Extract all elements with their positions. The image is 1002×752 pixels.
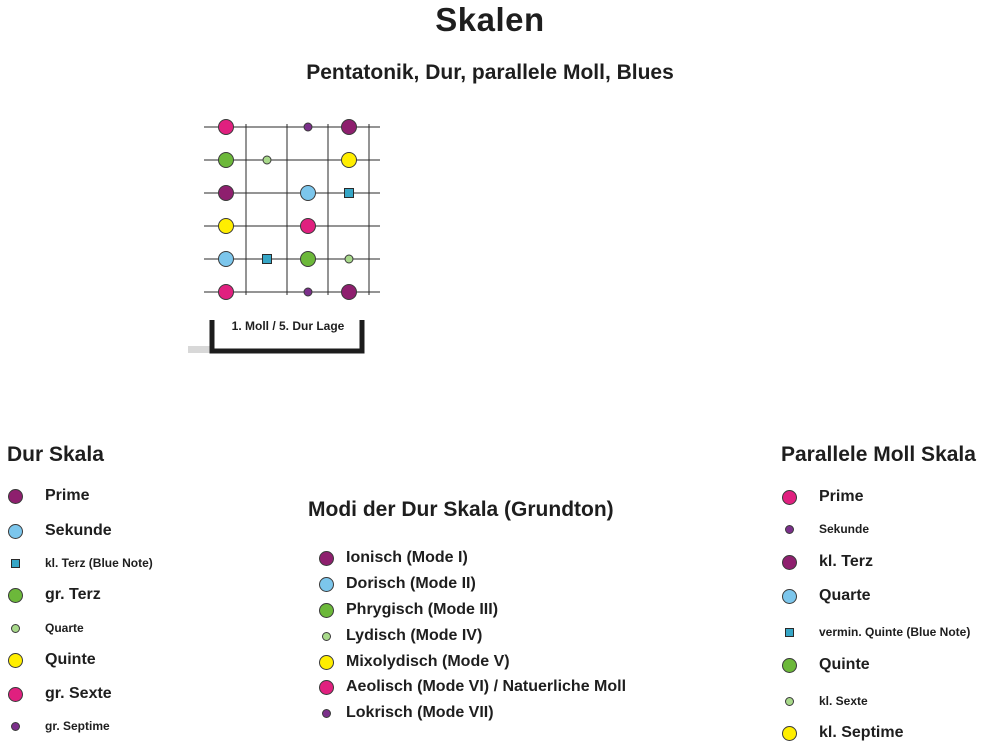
circle-marker-icon — [319, 655, 334, 670]
legend-label: Ionisch (Mode I) — [346, 549, 468, 566]
circle-marker-icon — [782, 726, 797, 741]
legend-label: Aeolisch (Mode VI) / Natuerliche Moll — [346, 678, 627, 695]
legend-label: Lydisch (Mode IV) — [346, 627, 483, 644]
dur-skala-item — [7, 649, 257, 671]
fretboard-note-9 — [345, 189, 354, 198]
fretboard-note-16 — [219, 285, 234, 300]
fretboard-note-5 — [263, 156, 271, 164]
circle-marker-icon — [8, 588, 23, 603]
modi-item — [308, 599, 698, 621]
fretboard-grid — [204, 124, 380, 295]
fretboard-note-17 — [304, 288, 312, 296]
circle-marker-icon — [322, 632, 331, 641]
legend-label: vermin. Quinte (Blue Note) — [819, 625, 971, 639]
dur-skala-item — [7, 552, 257, 574]
circle-marker-icon — [785, 525, 794, 534]
legend-label: Sekunde — [819, 522, 870, 536]
dur-skala-item — [7, 617, 257, 639]
position-label-bracket-shadow — [188, 346, 212, 353]
page-subtitle: Pentatonik, Dur, parallele Moll, Blues — [306, 61, 674, 84]
parallele-moll-item — [781, 551, 996, 573]
modi-item — [308, 625, 698, 647]
dur-skala-item — [7, 520, 257, 542]
square-marker-icon — [11, 559, 20, 568]
legend-label: Mixolydisch (Mode V) — [346, 653, 510, 670]
modi-item — [308, 676, 698, 698]
fretboard-note-8 — [301, 186, 316, 201]
fretboard-note-18 — [342, 285, 357, 300]
parallele-moll-heading: Parallele Moll Skala — [781, 443, 976, 466]
legend-label: kl. Terz — [819, 553, 873, 570]
circle-marker-icon — [782, 490, 797, 505]
parallele-moll-item — [781, 486, 996, 508]
modi-item — [308, 702, 698, 724]
modi-heading: Modi der Dur Skala (Grundton) — [308, 498, 614, 521]
legend-label: Lokrisch (Mode VII) — [346, 704, 494, 721]
circle-marker-icon — [322, 709, 331, 718]
circle-marker-icon — [785, 697, 794, 706]
parallele-moll-item — [781, 690, 996, 712]
parallele-moll-item — [781, 518, 996, 540]
circle-marker-icon — [11, 624, 20, 633]
legend-label: gr. Septime — [45, 719, 110, 733]
fretboard-note-4 — [219, 153, 234, 168]
legend-label: gr. Terz — [45, 586, 101, 603]
parallele-moll-legend — [781, 442, 999, 747]
dur-skala-item — [7, 584, 257, 606]
circle-marker-icon — [319, 680, 334, 695]
circle-marker-icon — [8, 653, 23, 668]
legend-label: Prime — [819, 488, 864, 505]
parallele-moll-item — [781, 654, 996, 676]
dur-skala-item — [7, 715, 257, 737]
legend-label: Dorisch (Mode II) — [346, 575, 476, 592]
parallele-moll-item — [781, 585, 996, 607]
modi-legend — [308, 497, 708, 737]
dur-skala-legend — [7, 442, 267, 742]
legend-label: kl. Septime — [819, 724, 904, 741]
legend-label: Phrygisch (Mode III) — [346, 601, 499, 618]
page-title: Skalen — [435, 1, 545, 38]
position-label: 1. Moll / 5. Dur Lage — [231, 319, 345, 333]
fretboard-note-15 — [345, 255, 353, 263]
fretboard-note-1 — [219, 120, 234, 135]
parallele-moll-item — [781, 621, 996, 643]
fretboard-note-6 — [342, 153, 357, 168]
legend-label: Quinte — [819, 656, 870, 673]
dur-skala-heading: Dur Skala — [7, 443, 104, 466]
circle-marker-icon — [8, 687, 23, 702]
legend-label: Sekunde — [45, 522, 112, 539]
fretboard-note-7 — [219, 186, 234, 201]
circle-marker-icon — [8, 489, 23, 504]
legend-label: Quinte — [45, 651, 96, 668]
circle-marker-icon — [11, 722, 20, 731]
modi-item — [308, 573, 698, 595]
circle-marker-icon — [319, 577, 334, 592]
square-marker-icon — [785, 628, 794, 637]
fretboard-note-13 — [263, 255, 272, 264]
circle-marker-icon — [319, 551, 334, 566]
legend-label: Quarte — [45, 621, 84, 635]
legend-label: Prime — [45, 487, 90, 504]
circle-marker-icon — [782, 555, 797, 570]
legend-label: gr. Sexte — [45, 685, 112, 702]
modi-item — [308, 547, 698, 569]
fretboard-note-3 — [342, 120, 357, 135]
circle-marker-icon — [782, 589, 797, 604]
legend-label: kl. Sexte — [819, 694, 868, 708]
dur-skala-item — [7, 485, 257, 507]
circle-marker-icon — [8, 524, 23, 539]
modi-item — [308, 651, 698, 673]
circle-marker-icon — [319, 603, 334, 618]
fretboard-note-11 — [301, 219, 316, 234]
fretboard-note-12 — [219, 252, 234, 267]
dur-skala-item — [7, 683, 257, 705]
fretboard-note-2 — [304, 123, 312, 131]
parallele-moll-item — [781, 722, 996, 744]
circle-marker-icon — [782, 658, 797, 673]
fretboard-note-10 — [219, 219, 234, 234]
fretboard-note-14 — [301, 252, 316, 267]
legend-label: Quarte — [819, 587, 871, 604]
legend-label: kl. Terz (Blue Note) — [45, 556, 153, 570]
